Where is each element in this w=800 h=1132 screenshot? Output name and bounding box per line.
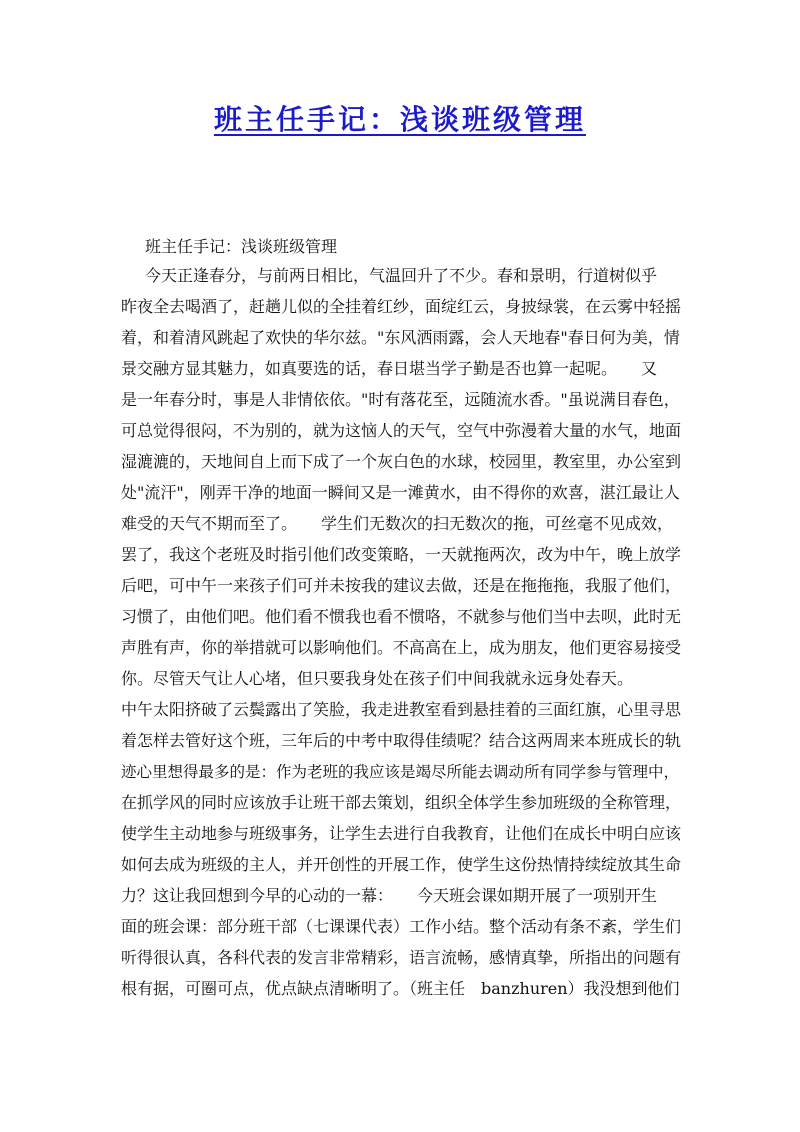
text-line: 罢了，我这个老班及时指引他们改变策略，一天就拖两次，改为中午，晚上放学 (121, 545, 682, 564)
text-line: 中午太阳挤破了云鬓露出了笑脸，我走进教室看到悬挂着的三面红旗，心里寻思 (121, 700, 682, 719)
text-line: 习惯了，由他们吧。他们看不惯我也看不惯咯，不就参与他们当中去呗，此时无 (121, 607, 682, 626)
text-line: 昨夜全去喝酒了，赶趟儿似的全挂着红纱，面绽红云，身披绿裳，在云雾中轻摇 (121, 297, 682, 316)
text-line: 后吧，可中午一来孩子们可并未按我的建议去做，还是在拖拖拖，我服了他们， (121, 576, 682, 595)
text-line: 着怎样去管好这个班，三年后的中考中取得佳绩呢？结合这两周来本班成长的轨 (121, 731, 682, 750)
text-line: 听得很认真，各科代表的发言非常精彩，语言流畅，感情真挚，所指出的问题有 (121, 948, 682, 967)
text-line: 力？这让我回想到今早的心动的一幕： 今天班会课如期开展了一项别开生 (121, 886, 658, 905)
text-line: 如何去成为班级的主人，并开创性的开展工作，使学生这份热情持续绽放其生命 (121, 855, 682, 874)
subtitle-line: 班主任手记：浅谈班级管理 (145, 237, 338, 256)
document-title[interactable]: 班主任手记：浅谈班级管理 (213, 103, 586, 136)
text-line: 处"流汗"，刚弄干净的地面一瞬间又是一滩黄水，由不得你的欢喜，湛江最让人 (121, 483, 680, 502)
text-line: 面的班会课：部分班干部（七课课代表）工作小结。整个活动有条不紊，学生们 (121, 917, 682, 936)
text-line: 你。尽管天气让人心堵，但只要我身处在孩子们中间我就永远身处春天。 (121, 669, 634, 688)
text-line: 声胜有声，你的举措就可以影响他们。不高高在上，成为朋友，他们更容易接受 (121, 638, 682, 657)
text-line: 着，和着清风跳起了欢快的华尔兹。"东风洒雨露，会人天地春"春日何为美，情 (121, 328, 680, 347)
text-line: 根有据，可圈可点，优点缺点清晰明了。（班主任 banzhuren）我没想到他们 (121, 979, 680, 998)
text-line: 今天正逢春分，与前两日相比，气温回升了不少。春和景明，行道树似乎 (145, 266, 658, 285)
text-line: 是一年春分时，事是人非情依依。"时有落花至，远随流水香。"虽说满目春色， (121, 390, 680, 409)
text-line: 湿漉漉的，天地间自上而下成了一个灰白色的水球，校园里，教室里，办公室到 (121, 452, 682, 471)
text-line: 使学生主动地参与班级事务，让学生去进行自我教育，让他们在成长中明白应该 (121, 824, 682, 843)
text-line: 在抓学风的同时应该放手让班干部去策划，组织全体学生参加班级的全称管理， (121, 793, 682, 812)
text-line: 迹心里想得最多的是：作为老班的我应该是竭尽所能去调动所有同学参与管理中， (121, 763, 680, 781)
text-line: 景交融方显其魅力，如真要选的话，春日堪当学子勤是否也算一起呢。 又 (121, 359, 658, 378)
text-line: 难受的天气不期而至了。 学生们无数次的扫无数次的拖，可丝毫不见成效， (121, 514, 674, 533)
text-line: 可总觉得很闷，不为别的，就为这恼人的天气，空气中弥漫着大量的水气，地面 (121, 421, 682, 440)
